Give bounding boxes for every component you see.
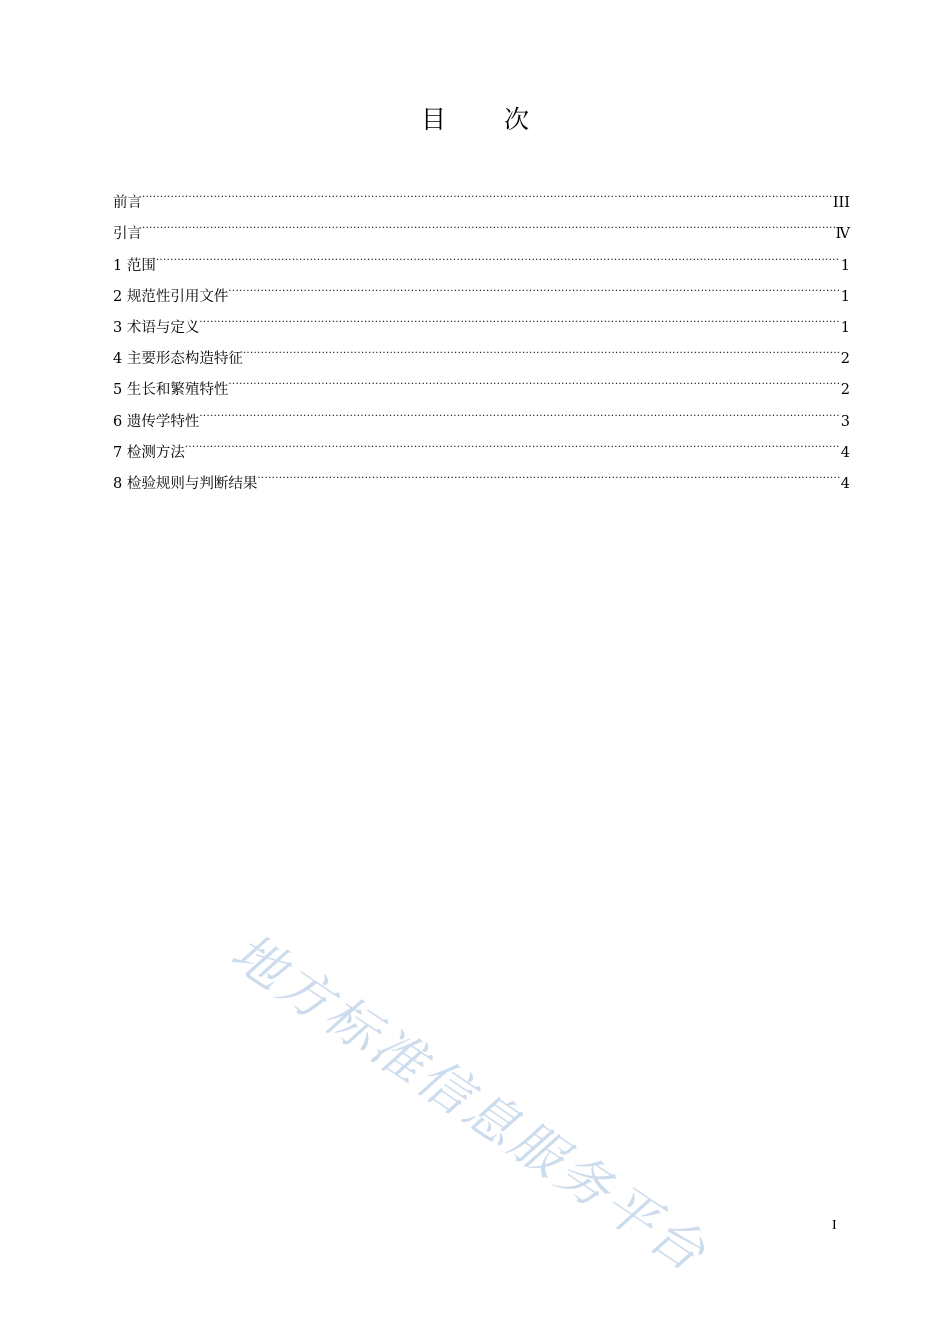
toc-leader-dots [243,332,840,363]
toc-entry-test-methods[interactable] [113,426,850,461]
toc-leader-dots [199,394,839,425]
toc-entry-preface[interactable] [113,176,850,212]
toc-entry-label: 5 生长和繁殖特性 [113,382,229,399]
toc-entry-inspection-rules[interactable] [113,457,850,492]
page-title: 目次 [420,105,587,134]
toc-leader-dots [156,238,840,269]
toc-entry-page: Ⅳ [835,226,850,243]
toc-entry-label: 7 检测方法 [113,444,185,461]
toc-entry-page: 3 [840,413,850,430]
toc-entry-label: 4 主要形态构造特征 [113,351,243,368]
table-of-contents [113,176,850,492]
toc-entry-page: 2 [840,382,850,399]
toc-leader-dots [185,426,840,457]
toc-leader-dots [142,176,832,207]
toc-entry-scope[interactable] [113,238,850,274]
toc-leader-dots [257,457,839,488]
toc-leader-dots [228,270,839,301]
toc-entry-page: 2 [840,351,850,368]
toc-entry-normative-references[interactable] [113,270,850,305]
toc-leader-dots [228,363,839,394]
toc-entry-label: 8 检验规则与判断结果 [113,475,258,492]
toc-entry-page: 1 [840,288,850,305]
toc-entry-page: III [832,195,850,212]
toc-entry-label: 前言 [113,195,142,212]
toc-entry-page: 4 [840,444,850,461]
toc-entry-page: 1 [840,257,850,274]
watermark: 地方标准信息服务平台 [220,922,718,1286]
toc-entry-terms-definitions[interactable] [113,301,850,336]
toc-entry-label: 引言 [113,226,142,243]
toc-entry-morphology[interactable] [113,332,850,368]
toc-entry-page: 4 [840,475,850,492]
toc-leader-dots [199,301,839,332]
page-number: I [832,1218,837,1233]
toc-entry-page: 1 [840,319,850,336]
toc-entry-genetics[interactable] [113,394,850,430]
toc-leader-dots [142,207,835,238]
toc-entry-introduction[interactable] [113,207,850,243]
toc-entry-label: 2 规范性引用文件 [113,288,229,305]
toc-entry-label: 3 术语与定义 [113,319,200,336]
toc-entry-label: 6 遗传学特性 [113,413,200,430]
toc-entry-label: 1 范围 [113,257,156,274]
